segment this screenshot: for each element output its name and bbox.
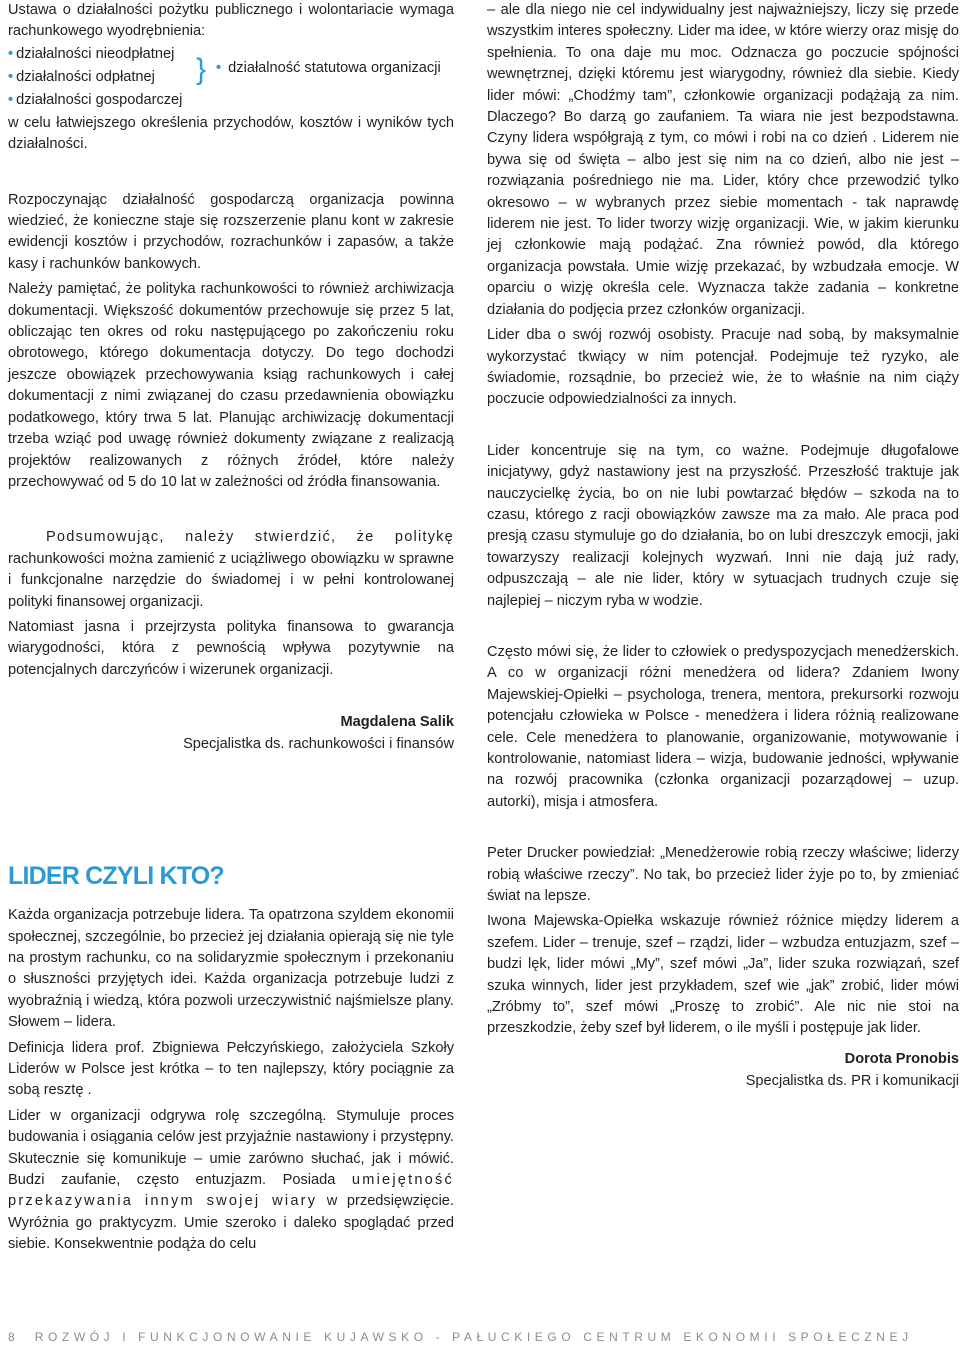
paragraph-definicja: Definicja lidera prof. Zbigniewa Pełczyńskiego, założyciela Szkoły Liderów w Polsce jest krótka – to ten najlepszy, który pociągnie za sobą resztę . <box>8 1039 454 1099</box>
author-name: Dorota Pronobis <box>844 1050 959 1067</box>
paragraph-koncentruje: Lider koncentruje się na tym, co ważne. Podejmuje długofalowe inicjatywy, gdyż nastawiony jest na przyszłość. Przeszłość traktuje jak nauczycielkę życia, bo on nie lubi powtarzać błędów – szkoda na to czasu, którego z racji obowiązków zawsze ma za mało. Ale praca pod presją czasu stymuluje go do działania, bo on lubi dreszczyk emocji, jaki towarzyszy realizacji kolejnych wyzwań. Inni nie dają już rady, odpuszczają – ale nie lider, który w sytuacjach trudnych czuje się najlepiej – niczym ryba w wodzie. <box>487 442 959 609</box>
paragraph-kazda: Każda organizacja potrzebuje lidera. Ta opatrzona szyldem ekonomii społecznej, szczególnie, bo przecież jej działania opierają się nie tyle na prostym rachunku, co na solidaryzmie społecznym i przekonaniu o słuszności przyjętych idei. Każda organizacja potrzebuje ludzi z wyobraźnią i wiedzą, która pozwoli urzeczywistnić najśmielsze plany. Słowem – lidera. <box>8 907 454 1031</box>
page-number: 8 <box>8 1330 15 1344</box>
intro-paragraph-2: w celu łatwiejszego określenia przychodów, kosztów i wyników tych działalności. <box>8 114 454 153</box>
paragraph-podsumowujac: Podsumowując, należy stwierdzić, że politykę rachunkowości można zamienić z uciążliwego obowiązku w sprawne i funkcjonalne narzędzie do świadomej i w pełni kontrolowanej polityki finansowej organizacji. <box>8 529 454 610</box>
list-item: • działalności gospodarczej <box>8 91 183 108</box>
bullet-icon: • <box>8 68 14 85</box>
paragraph-nalezy: Należy pamiętać, że polityka rachunkowości to również archiwizacja dokumentacji. Większość dokumentów przechowuje się przez 5 lat, obliczając ten okres od roku następującego po zakończeniu roku obrotowego, którego dokumentacja dotyczy. Do tego dochodzi jeszcze obowiązek przechowywania ksiąg rachunkowych i całej dokumentacji z nimi związanej do czasu przedawnienia obowiązku podatkowego, który trwa 5 lat. Planując archiwizację dokumentacji trzeba wziąć pod uwagę również dokumenty związane z realizacją projektów realizowanych z różnych źródeł, które należy przechowywać od 5 do 10 lat w zależności od źródła finansowania. <box>8 281 454 490</box>
brace-label: • działalność statutowa organizacji <box>216 59 441 76</box>
author-name: Magdalena Salik <box>340 714 454 731</box>
page-footer <box>8 1330 958 1344</box>
left-column <box>8 0 454 1256</box>
brace-icon: } <box>196 52 207 86</box>
bullet-icon: • <box>8 45 14 62</box>
paragraph-iwona: Iwona Majewska-Opiełka wskazuje również różnice między liderem a szefem. Lider – trenuje, szef – rządzi, lider – wzbudza entuzjazm, szef – budzi lęk, lider mówi „My”, szef mówi „Ja”, lider szuka rozwiązań, szef szuka winnych, lider jest przykładem, szef wie „jak” zrobić, lider mówi „Zróbmy to”, szef mówi „Proszę to zrobić”. Ale nic nie stoi na przeszkodzie, żeby szef był liderem, o ile myśli i postępuje jak lider. <box>487 913 959 1037</box>
paragraph-lider: Lider w organizacji odgrywa rolę szczególną. Stymuluje proces budowania i osiągania celów jest przyjaźnie nastawiony i przystępny. Skutecznie się komunikuje – umie zarówno słuchać, jak i mówić. Budzi zaufanie, często entuzjazm. Posiada umiejętność przekazywania innym swojej wiary w przedsięwzięcie. Wyróżnia go praktycyzm. Umie szeroko i daleko spoglądać przed siebie. Konsekwentnie podąża do celu <box>8 1107 454 1253</box>
paragraph-czesto: Często mówi się, że lider to człowiek o predyspozycjach menedżerskich. A co w organizacji różni menedżera od lidera? Zdaniem Iwony Majewskiej-Opiełki – psychologa, trenera, mentora, prekursorki rozwoju potencjału człowieka w Polsce - menedżera i lidera różnią realizowane cele. Cele menedżera to planowanie, organizowanie, motywowanie i kontrolowanie, natomiast lidera – wizja, budowanie jedności, wpływanie na rozwój pracownika (członka organizacji pozarządowej – uzup. autorki), misja i atmosfera. <box>487 643 959 810</box>
list-item: • działalności odpłatnej <box>8 68 155 85</box>
author-role: Specjalistka ds. PR i komunikacji <box>745 1072 959 1089</box>
paragraph-dba: Lider dba o swój rozwój osobisty. Pracuje nad sobą, by maksymalnie wykorzystać tkwiący w nim potencjał. Podejmuje też ryzyko, ale świadomie, rozsądnie, bo przecież wie, że to właśnie na nim ciąży poczucie odpowiedzialności za innych. <box>487 327 959 408</box>
section-heading: LIDER CZYLI KTO? <box>8 862 224 891</box>
activity-list <box>8 43 454 111</box>
signature-block-2 <box>487 1048 959 1092</box>
paragraph-continuation: – ale dla niego nie cel indywidualny jest najważniejszy, liczy się przede wszystkim interes społeczny. Lider ma idee, w które wierzy oraz misję do spełnienia. To ona daje mu moc. Odznacza go poczucie spójności wewnętrznej, dzięki któremu jest wiarygodny, również dla siebie. Kiedy lider mówi: „Chodźmy tam”, członkowie organizacji podążają za nim. Dlaczego? Bo darzą go zaufaniem. Ta wiara nie jest bezpodstawna. Czyny lidera współgrają z tym, co mówi i robi na co dzień . Liderem nie bywa się od święta – albo jest się nim na co dzień, albo nie jest – rozwiązania pośredniego nie ma. Lider, który chce przewodzić tylko okresowo – w wybranych przez siebie momentach - tak naprawdę liderem nie jest. To lider tworzy wizję organizacji. Wie, w jakim kierunku jej członkowie mają podążać. Zna również powód, dla którego organizacja powstała. Umie wizję przekazać, by wzbudzała emocje. W oparciu o wizję określa cele. Wyznacza także zadania – konkretne działania do podjęcia przez członków organizacji. <box>487 2 959 318</box>
intro-paragraph: Ustawa o działalności pożytku publicznego i wolontariacie wymaga rachunkowego wyodrębnienia: <box>8 2 454 40</box>
bullet-icon: • <box>216 59 222 76</box>
author-role: Specjalistka ds. rachunkowości i finansów <box>183 736 454 753</box>
paragraph-drucker: Peter Drucker powiedział: „Menedżerowie robią rzeczy właściwe; liderzy robią właściwe rzeczy”. No tak, bo przecież lider żyje po to, by zmieniać świat na lepsze. <box>487 845 959 905</box>
signature-block <box>8 711 454 755</box>
paragraph-natomiast: Natomiast jasna i przejrzysta polityka finansowa to gwarancja wiarygodności, która z pewnością wpływa pozytywnie na potencjalnych darczyńców i wizerunek organizacji. <box>8 618 454 678</box>
bullet-icon: • <box>8 91 14 108</box>
paragraph-rozpoczynajac: Rozpoczynając działalność gospodarczą organizacja powinna wiedzieć, że konieczne staje się rozszerzenie planu kont w zakresie ewidencji kosztów i przychodów, rozrachunków i zapasów, a także kasy i rachunków bankowych. <box>8 191 454 272</box>
running-title: ROZWÓJ I FUNKCJONOWANIE KUJAWSKO - PAŁUCKIEGO CENTRUM EKONOMII SPOŁECZNEJ <box>34 1330 913 1344</box>
list-item: • działalności nieodpłatnej <box>8 45 175 62</box>
right-column <box>487 0 959 1092</box>
